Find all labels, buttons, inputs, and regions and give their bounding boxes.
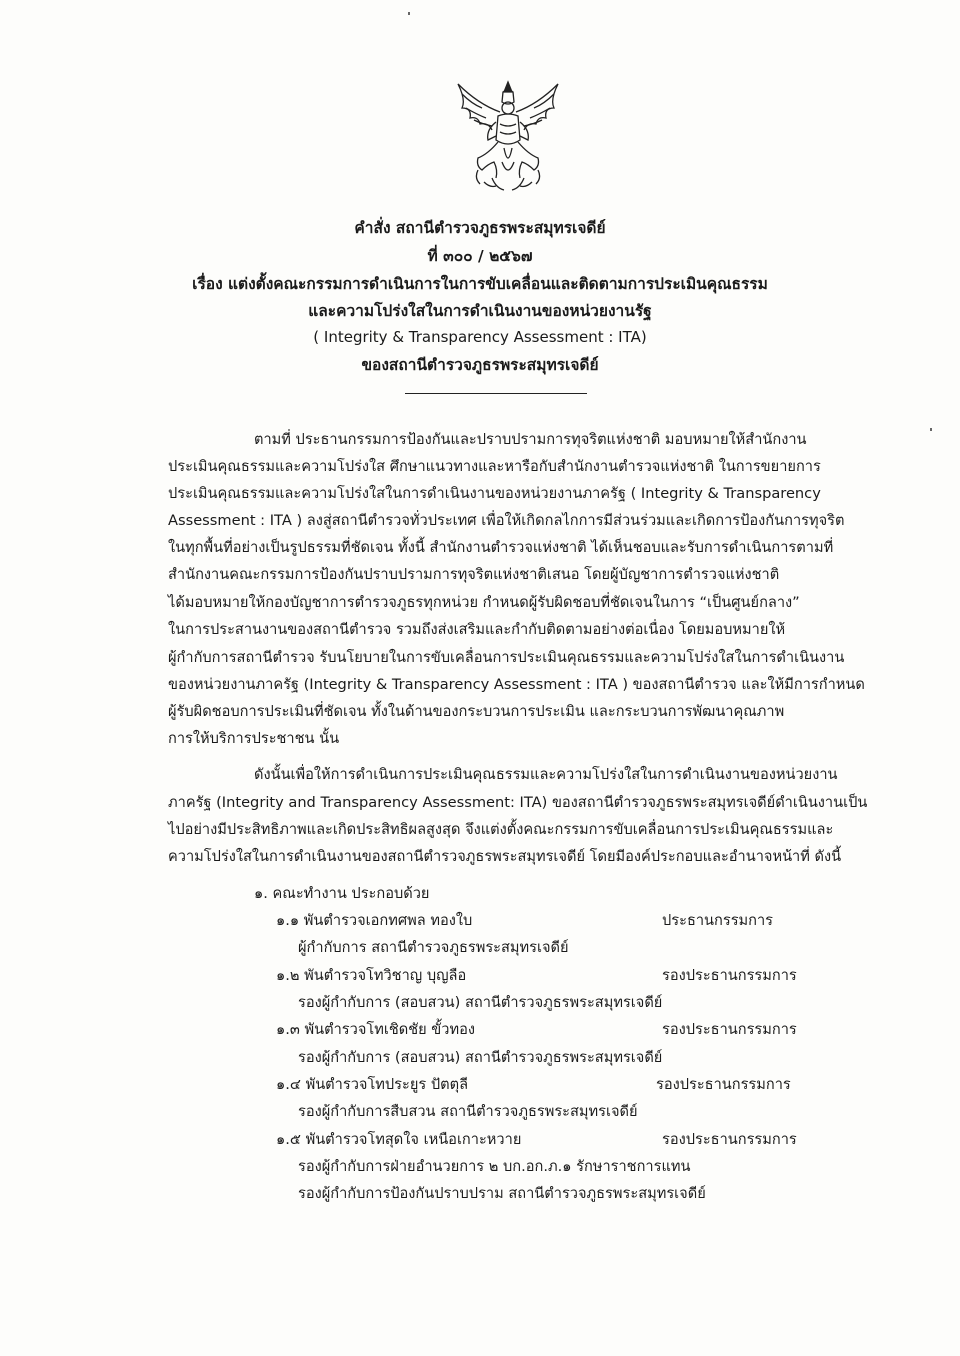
member-name: ๑.๒ พันตำรวจโทวิชาญ บุญลือ <box>276 967 467 984</box>
paragraph-1-line: ของหน่วยงานภาครัฐ (Integrity & Transparency Assessment : ITA ) ของสถานีตำรวจ และให้มีการกำหนด <box>168 676 865 693</box>
paragraph-2-line: ดังนั้นเพื่อให้การดำเนินการประเมินคุณธรรมและความโปร่งใสในการดำเนินงานของหน่วยงาน <box>254 766 838 783</box>
paragraph-1-line: ในการประสานงานของสถานีตำรวจ รวมถึงส่งเสริมและกำกับติดตามอย่างต่อเนื่อง โดยมอบหมายให้ <box>168 621 786 638</box>
paragraph-1-line: การให้บริการประชาชน นั้น <box>168 730 340 747</box>
paragraph-1-line: ประเมินคุณธรรมและความโปร่งใส ศึกษาแนวทางและหารือกับสำนักงานตำรวจแห่งชาติ ในการขยายการ <box>168 458 821 475</box>
member-position: รองผู้กำกับการสืบสวน สถานีตำรวจภูธรพระสมุทรเจดีย์ <box>298 1103 638 1120</box>
paragraph-1-line: สำนักงานคณะกรรมการป้องกันปราบปรามการทุจริตแห่งชาติเสนอ โดยผู้บัญชาการตำรวจแห่งชาติ <box>168 566 780 583</box>
section-1-title: ๑. คณะทำงาน ประกอบด้วย <box>254 885 430 902</box>
order-title: คำสั่ง สถานีตำรวจภูธรพระสมุทรเจดีย์ <box>354 219 606 237</box>
subject-line-3: ( Integrity & Transparency Assessment : ITA) <box>313 328 647 346</box>
member-position: รองผู้กำกับการฝ่ายอำนวยการ ๒ บก.อก.ภ.๑ รักษาราชการแทน <box>298 1158 691 1175</box>
paragraph-1-line: ประเมินคุณธรรมและความโปร่งใสในการดำเนินงานของหน่วยงานภาครัฐ ( Integrity & Transparency <box>168 485 821 502</box>
subject-line-4: ของสถานีตำรวจภูธรพระสมุทรเจดีย์ <box>361 356 599 374</box>
header-divider <box>405 393 587 394</box>
garuda-emblem-icon <box>448 78 568 194</box>
paragraph-1-line: ในทุกพื้นที่อย่างเป็นรูปธรรมที่ชัดเจน ทั้งนี้ สำนักงานตำรวจแห่งชาติ ได้เห็นชอบและรับการดำเนินการตามที่ <box>168 539 834 556</box>
member-position: รองผู้กำกับการ (สอบสวน) สถานีตำรวจภูธรพระสมุทรเจดีย์ <box>298 1049 663 1066</box>
member-position: ผู้กำกับการ สถานีตำรวจภูธรพระสมุทรเจดีย์ <box>298 939 569 956</box>
member-position: รองผู้กำกับการป้องกันปราบปราม สถานีตำรวจภูธรพระสมุทรเจดีย์ <box>298 1185 706 1202</box>
paragraph-1-line: ผู้รับผิดชอบการประเมินที่ชัดเจน ทั้งในด้านของกระบวนการประเมิน และกระบวนการพัฒนาคุณภาพ <box>168 703 785 720</box>
order-number: ที่ ๓๐๐ / ๒๕๖๗ <box>427 247 533 265</box>
member-role: รองประธานกรรมการ <box>662 967 797 984</box>
paragraph-1-line: ตามที่ ประธานกรรมการป้องกันและปราบปรามการทุจริตแห่งชาติ มอบหมายให้สำนักงาน <box>254 431 807 448</box>
scan-speck <box>408 12 410 15</box>
paragraph-2-line: ความโปร่งใสในการดำเนินงานของสถานีตำรวจภูธรพระสมุทรเจดีย์ โดยมีองค์ประกอบและอำนาจหน้าที่ ดังนี้ <box>168 848 842 865</box>
member-name: ๑.๑ พันตำรวจเอกทศพล ทองใบ <box>276 912 473 929</box>
scan-speck <box>930 428 932 431</box>
member-name: ๑.๕ พันตำรวจโทสุดใจ เหนือเกาะหวาย <box>276 1131 522 1148</box>
member-role: รองประธานกรรมการ <box>662 1021 797 1038</box>
member-position: รองผู้กำกับการ (สอบสวน) สถานีตำรวจภูธรพระสมุทรเจดีย์ <box>298 994 663 1011</box>
paragraph-2-line: ไปอย่างมีประสิทธิภาพและเกิดประสิทธิผลสูงสุด จึงแต่งตั้งคณะกรรมการขับเคลื่อนการประเมินคุณธรรมและ <box>168 821 834 838</box>
paragraph-1-line: Assessment : ITA ) ลงสู่สถานีตำรวจทั่วประเทศ เพื่อให้เกิดกลไกการมีส่วนร่วมและเกิดการป้องกันการทุจริต <box>168 512 845 529</box>
paragraph-1-line: ผู้กำกับการสถานีตำรวจ รับนโยบายในการขับเคลื่อนการประเมินคุณธรรมและความโปร่งใสในการดำเนินงาน <box>168 649 845 666</box>
member-name: ๑.๔ พันตำรวจโทประยูร ปัตตุลี <box>276 1076 469 1093</box>
member-name: ๑.๓ พันตำรวจโทเชิดชัย ขั้วทอง <box>276 1021 475 1038</box>
subject-line-2: และความโปร่งใสในการดำเนินงานของหน่วยงานรัฐ <box>308 302 652 320</box>
paragraph-1-line: ได้มอบหมายให้กองบัญชาการตำรวจภูธรทุกหน่วย กำหนดผู้รับผิดชอบที่ชัดเจนในการ “เป็นศูนย์กลาง” <box>168 594 800 611</box>
member-role: ประธานกรรมการ <box>662 912 774 929</box>
member-role: รองประธานกรรมการ <box>662 1131 797 1148</box>
member-role: รองประธานกรรมการ <box>656 1076 791 1093</box>
paragraph-2-line: ภาครัฐ (Integrity and Transparency Assessment: ITA) ของสถานีตำรวจภูธรพระสมุทรเจดีย์ดำเนินงานเป็น <box>168 794 868 811</box>
subject-line-1: เรื่อง แต่งตั้งคณะกรรมการดำเนินการในการขับเคลื่อนและติดตามการประเมินคุณธรรม <box>192 275 768 293</box>
